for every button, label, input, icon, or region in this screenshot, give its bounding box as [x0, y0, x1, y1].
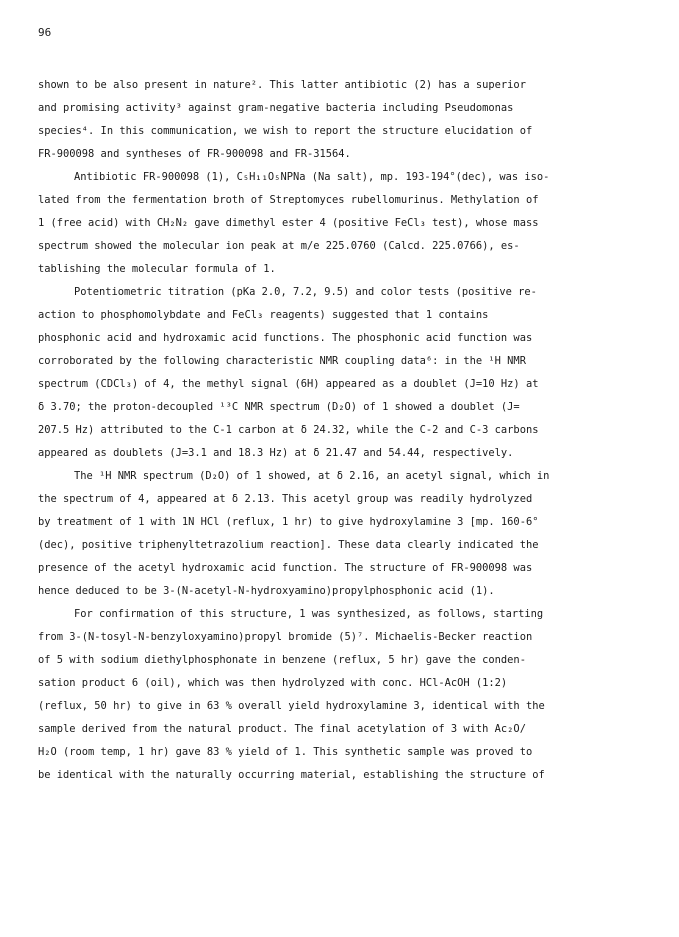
text-line: sation product 6 (oil), which was then hydrolyzed with conc. HCl-AcOH (1:2) [38, 677, 508, 689]
text-line: shown to be also present in nature². This latter antibiotic (2) has a superior [38, 79, 526, 91]
text-line: sample derived from the natural product. The final acetylation of 3 with Ac₂O/ [38, 723, 526, 735]
text-line: presence of the acetyl hydroxamic acid function. The structure of FR-900098 was [38, 562, 533, 574]
paragraph-first-line: For confirmation of this structure, 1 was synthesized, as follows, starting [74, 608, 544, 620]
text-line: lated from the fermentation broth of Streptomyces rubellomurinus. Methylation of [38, 194, 539, 206]
text-line: the spectrum of 4, appeared at δ 2.13. This acetyl group was readily hydrolyzed [38, 493, 533, 505]
text-line: phosphonic acid and hydroxamic acid functions. The phosphonic acid function was [38, 332, 533, 344]
text-line: (reflux, 50 hr) to give in 63 % overall yield hydroxylamine 3, identical with the [38, 700, 545, 712]
text-line: 207.5 Hz) attributed to the C-1 carbon at δ 24.32, while the C-2 and C-3 carbons [38, 424, 539, 436]
text-line: FR-900098 and syntheses of FR-900098 and FR-31564. [38, 148, 351, 160]
paragraph-first-line: The ¹H NMR spectrum (D₂O) of 1 showed, at δ 2.16, an acetyl signal, which in [74, 470, 550, 482]
text-line: (dec), positive triphenyltetrazolium reaction]. These data clearly indicated the [38, 539, 539, 551]
page-number: 96 [38, 26, 52, 39]
text-line: by treatment of 1 with 1N HCl (reflux, 1 hr) to give hydroxylamine 3 [mp. 160-6° [38, 516, 539, 528]
text-line: H₂O (room temp, 1 hr) gave 83 % yield of 1. This synthetic sample was proved to [38, 746, 533, 758]
text-line: appeared as doublets (J=3.1 and 18.3 Hz) at δ 21.47 and 54.44, respectively. [38, 447, 514, 459]
paragraph-first-line: Antibiotic FR-900098 (1), C₅H₁₁O₅NPNa (Na salt), mp. 193-194°(dec), was iso- [74, 171, 550, 183]
text-line: action to phosphomolybdate and FeCl₃ reagents) suggested that 1 contains [38, 309, 489, 321]
paragraph-first-line: Potentiometric titration (pKa 2.0, 7.2, 9.5) and color tests (positive re- [74, 286, 537, 298]
text-line: 1 (free acid) with CH₂N₂ gave dimethyl ester 4 (positive FeCl₃ test), whose mass [38, 217, 539, 229]
text-line: spectrum showed the molecular ion peak at m/e 225.0760 (Calcd. 225.0766), es- [38, 240, 520, 252]
text-line: hence deduced to be 3-(N-acetyl-N-hydroxyamino)propylphosphonic acid (1). [38, 585, 495, 597]
text-line: from 3-(N-tosyl-N-benzyloxyamino)propyl bromide (5)⁷. Michaelis-Becker reaction [38, 631, 533, 643]
text-line: corroborated by the following characteristic NMR coupling data⁶: in the ¹H NMR [38, 355, 526, 367]
text-line: tablishing the molecular formula of 1. [38, 263, 276, 275]
text-line: δ 3.70; the proton-decoupled ¹³C NMR spectrum (D₂O) of 1 showed a doublet (J= [38, 401, 520, 413]
text-line: and promising activity³ against gram-negative bacteria including Pseudomonas [38, 102, 514, 114]
text-line: of 5 with sodium diethylphosphonate in benzene (reflux, 5 hr) gave the conden- [38, 654, 526, 666]
text-line: spectrum (CDCl₃) of 4, the methyl signal (6H) appeared as a doublet (J=10 Hz) at [38, 378, 539, 390]
text-line: be identical with the naturally occurring material, establishing the structure of [38, 769, 545, 781]
text-line: species⁴. In this communication, we wish to report the structure elucidation of [38, 125, 533, 137]
body-text [38, 74, 646, 787]
